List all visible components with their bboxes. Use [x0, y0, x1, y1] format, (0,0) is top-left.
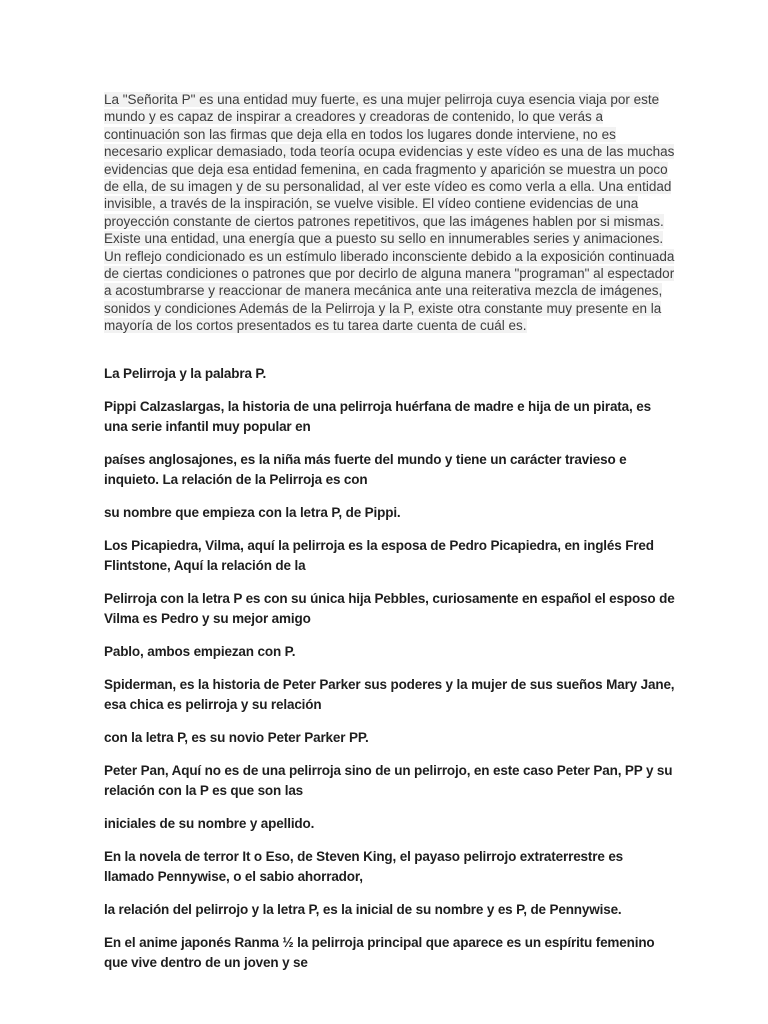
- intro-paragraph: [104, 91, 676, 335]
- paragraph-picapiedra-1: Los Picapiedra, Vilma, aquí la pelirroja es la esposa de Pedro Picapiedra, en inglés Fred Flintstone, Aquí la relación de la: [104, 537, 654, 573]
- section-heading: La Pelirroja y la palabra P.: [104, 365, 267, 381]
- paragraph-pippi-1: Pippi Calzaslargas, la historia de una pelirroja huérfana de madre e hija de un pirata, es una serie infantil muy popular en: [104, 398, 651, 434]
- paragraph-pennywise-2: la relación del pelirrojo y la letra P, es la inicial de su nombre y es P, de Pennywise.: [104, 901, 622, 917]
- paragraph-peterpan-1: Peter Pan, Aquí no es de una pelirroja sino de un pelirrojo, en este caso Peter Pan, PP y su relación con la P es que son las: [104, 762, 673, 798]
- paragraph-pennywise-1: En la novela de terror It o Eso, de Steven King, el payaso pelirrojo extraterrestre es llamado Pennywise, o el sabio ahorrador,: [104, 848, 624, 884]
- paragraph-pippi-2: países anglosajones, es la niña más fuerte del mundo y tiene un carácter travieso e inquieto. La relación de la Pelirroja es con: [104, 451, 627, 487]
- paragraph-picapiedra-3: Pablo, ambos empiezan con P.: [104, 643, 296, 659]
- paragraph-picapiedra-2: Pelirroja con la letra P es con su única hija Pebbles, curiosamente en español el esposo de Vilma es Pedro y su mejor amigo: [104, 590, 675, 626]
- paragraph-peterpan-2: iniciales de su nombre y apellido.: [104, 815, 315, 831]
- analysis-section: [104, 364, 676, 973]
- paragraph-spiderman-2: con la letra P, es su novio Peter Parker PP.: [104, 729, 369, 745]
- paragraph-ranma: En el anime japonés Ranma ½ la pelirroja principal que aparece es un espíritu femenino que vive dentro de un joven y se: [104, 934, 655, 970]
- intro-paragraph-text: La "Señorita P" es una entidad muy fuerte, es una mujer pelirroja cuya esencia viaja por este mundo y es capaz de inspirar a creadores y creadoras de contenido, lo que verás a continuación son las firmas que deja ella en todos los lugares donde interviene, no es necesario explicar demasiado, toda teoría ocupa evidencias y este vídeo es una de las muchas evidencias que deja esa entidad femenina, en cada fragmento y aparición se muestra un poco de ella, de su imagen y de su personalidad, al ver este vídeo es como verla a ella. Una entidad invisible, a través de la inspiración, se vuelve visible. El vídeo contiene evidencias de una proyección constante de ciertos patrones repetitivos, que las imágenes hablen por si mismas. Existe una entidad, una energía que a puesto su sello en innumerables series y animaciones. Un reflejo condicionado es un estímulo liberado inconsciente debido a la exposición continuada de ciertas condiciones o patrones que por decirlo de alguna manera "programan" al espectador a acostumbrarse y reaccionar de manera mecánica ante una reiterativa mezcla de imágenes, sonidos y condiciones Además de la Pelirroja y la P, existe otra constante muy presente en la mayoría de los cortos presentados es tu tarea darte cuenta de cuál es.: [104, 92, 675, 334]
- paragraph-spiderman-1: Spiderman, es la historia de Peter Parker sus poderes y la mujer de sus sueños Mary Jane, esa chica es pelirroja y su relación: [104, 676, 675, 712]
- paragraph-pippi-3: su nombre que empieza con la letra P, de Pippi.: [104, 504, 401, 520]
